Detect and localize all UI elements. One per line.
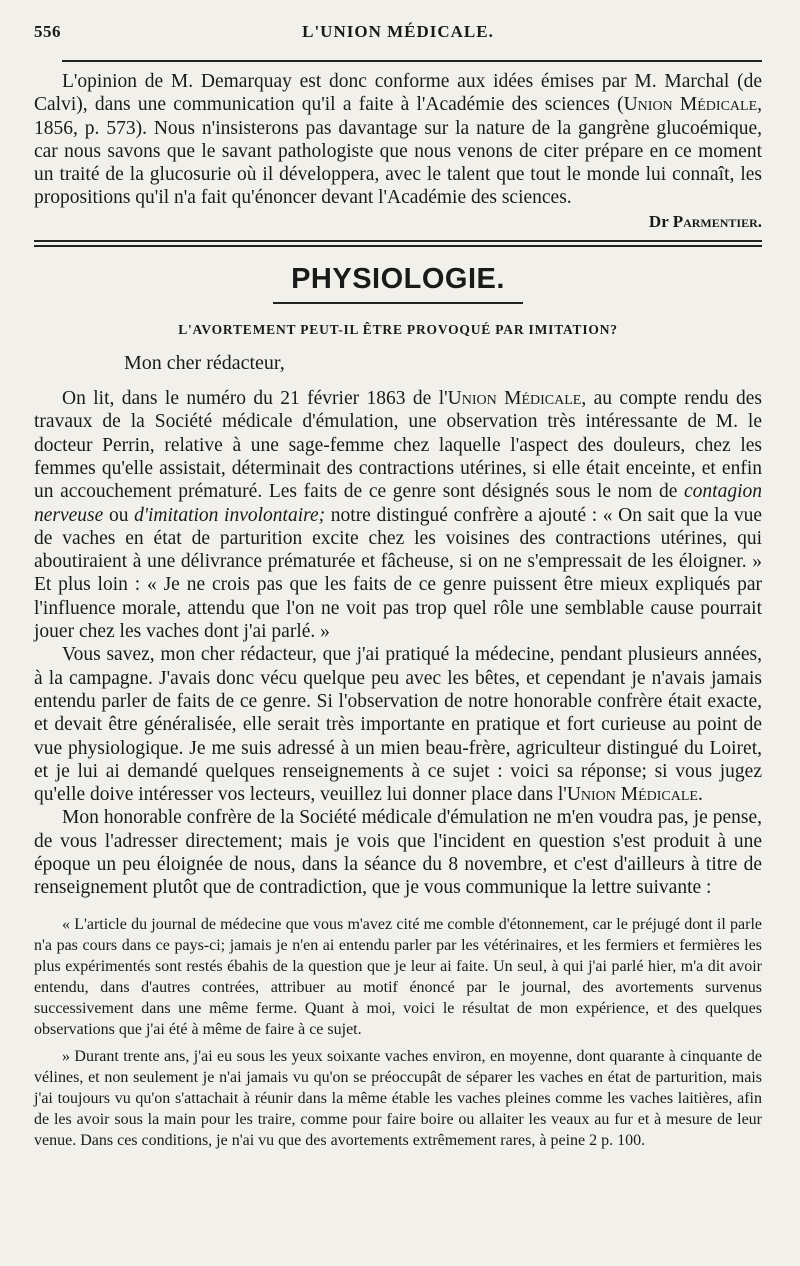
journal-reference: Union Médicale	[623, 94, 758, 116]
p1-text-d: notre distingué confrère a ajouté : « On sait que la vue de vaches en état de parturition excite chez les voisines des contractions utérines, qui aboutiraient à une délivrance prématurée et fâcheuse, si on ne s'empressait de les éloigner. » Et plus loin : « Je ne crois pas que les faits de ce genre puissent être mieux expliqués par l'influence morale, attendu que l'on ne voit pas trop quel rôle une semblable cause pourrait jouer chez les vaches dont j'ai parlé. »	[34, 504, 762, 643]
letter-paragraph-2	[34, 643, 762, 806]
section-title-rule	[273, 302, 523, 304]
page-number: 556	[34, 22, 61, 41]
p1-emphasis-1: contagion nerveuse	[34, 481, 762, 526]
page-header	[34, 22, 762, 56]
intro-text-end: , 1856, p. 573). Nous n'insisterons pas davantage sur la nature de la gangrène glucoémique, car nous savons que le savant pathologiste que nous venons de citer prépare en ce moment un traité de la glucosurie où il développera, avec le talent que tout le monde lui connaît, les propositions qu'il n'a fait qu'énoncer devant l'Académie des sciences.	[34, 94, 762, 209]
p1-emphasis-2: d'imitation involontaire;	[134, 504, 326, 526]
quoted-letter	[34, 914, 762, 1151]
intro-text-start: L'opinion de M. Demarquay est donc conforme aux idées émises par M. Marchal (de Calvi), dans une communication qu'il a faite à l'Académie des sciences (	[34, 71, 762, 116]
p2-journal: Union Médicale	[566, 784, 698, 806]
header-rule	[62, 60, 762, 62]
p2-text-b: .	[697, 784, 703, 806]
section-title: PHYSIOLOGIE.	[291, 262, 505, 295]
section-divider	[34, 240, 762, 247]
intro-paragraph	[34, 70, 762, 210]
p1-text-a: On lit, dans le numéro du 21 février 1863 de l'	[62, 388, 448, 410]
quote-paragraph-1: « L'article du journal de médecine que vous m'avez cité me comble d'étonnement, car le préjugé dont il parle n'a pas cours dans ce pays-ci; jamais je n'en ai entendu parler par les vétérinaires, et les fermiers et fermières les plus expérimentés sont restés ébahis de la question que je leur ai faite. Un seul, à qui j'ai parlé hier, m'a dit avoir entendu, dans d'autres contrées, attribuer au motif énoncé par le journal, des avortements survenus successivement dans une même ferme. Quant à moi, voici le résultat de mon expérience, et des quelques observations que j'ai été à même de faire à ce sujet.	[34, 915, 762, 1038]
p1-text-c: ou	[103, 504, 135, 526]
p1-journal: Union Médicale	[447, 388, 582, 410]
running-title: L'UNION MÉDICALE.	[302, 22, 494, 41]
salutation: Mon cher rédacteur,	[124, 351, 285, 374]
signature-name: Parmentier.	[672, 211, 762, 231]
p2-text-a: Vous savez, mon cher rédacteur, que j'ai pratiqué la médecine, pendant plusieurs années, à la campagne. J'avais donc vécu quelque peu avec les bêtes, et cependant je n'avais jamais entendu parler de faits de ce genre. Si l'observation de notre honorable confrère était exacte, et devait être généralisée, elle serait très importante en pratique et fort curieuse au point de vue physiologique. Je me suis adressé à un mien beau-frère, agriculteur distingué du Loiret, et je lui ai demandé quelques renseignements à ce sujet : voici sa réponse; si vous jugez qu'elle doive intéresser vos lecteurs, veuillez lui donner place dans l'	[34, 644, 762, 806]
signature-title: Dr	[648, 211, 669, 231]
article-title: L'AVORTEMENT PEUT-IL ÊTRE PROVOQUÉ PAR IMITATION?	[178, 321, 618, 337]
p1-text-b: , au compte rendu des travaux de la Société médicale d'émulation, une observation très intéressante de M. le docteur Perrin, relative à une sage-femme chez laquelle l'aspect des douleurs, chez les femmes qu'elle assistait, déterminait des contractions utérines, si elle était enceinte, et enfin un accouchement prématuré. Les faits de ce genre sont désignés sous le nom de	[34, 388, 763, 503]
quote-paragraph-2: » Durant trente ans, j'ai eu sous les yeux soixante vaches environ, en moyenne, dont quarante à cinquante de vélines, et non seulement je n'ai jamais vu qu'on se préoccupât de séparer les vaches en état de parturition, mais j'ai toujours vu qu'on s'attachait à réunir dans la même étable les vaches pleines comme les vaches laitières, afin de les avoir sous la main pour les traire, comme pour faire boire ou allaiter les veaux au fur et à mesure de leur venue. Dans ces conditions, je n'ai vu que des avortements extrêmement rares, à peine 2 p. 100.	[34, 1047, 762, 1149]
letter-paragraph-1	[34, 387, 762, 643]
signature	[34, 212, 762, 232]
letter-paragraph-3: Mon honorable confrère de la Société médicale d'émulation ne m'en voudra pas, je pense, de vous l'adresser directement; mais je vois que l'incident en question s'est produit à une époque un peu éloignée de nous, dans la séance du 8 novembre, et c'est d'ailleurs à titre de renseignement plutôt que de contradiction, que je vous communique la lettre suivante :	[34, 807, 762, 899]
